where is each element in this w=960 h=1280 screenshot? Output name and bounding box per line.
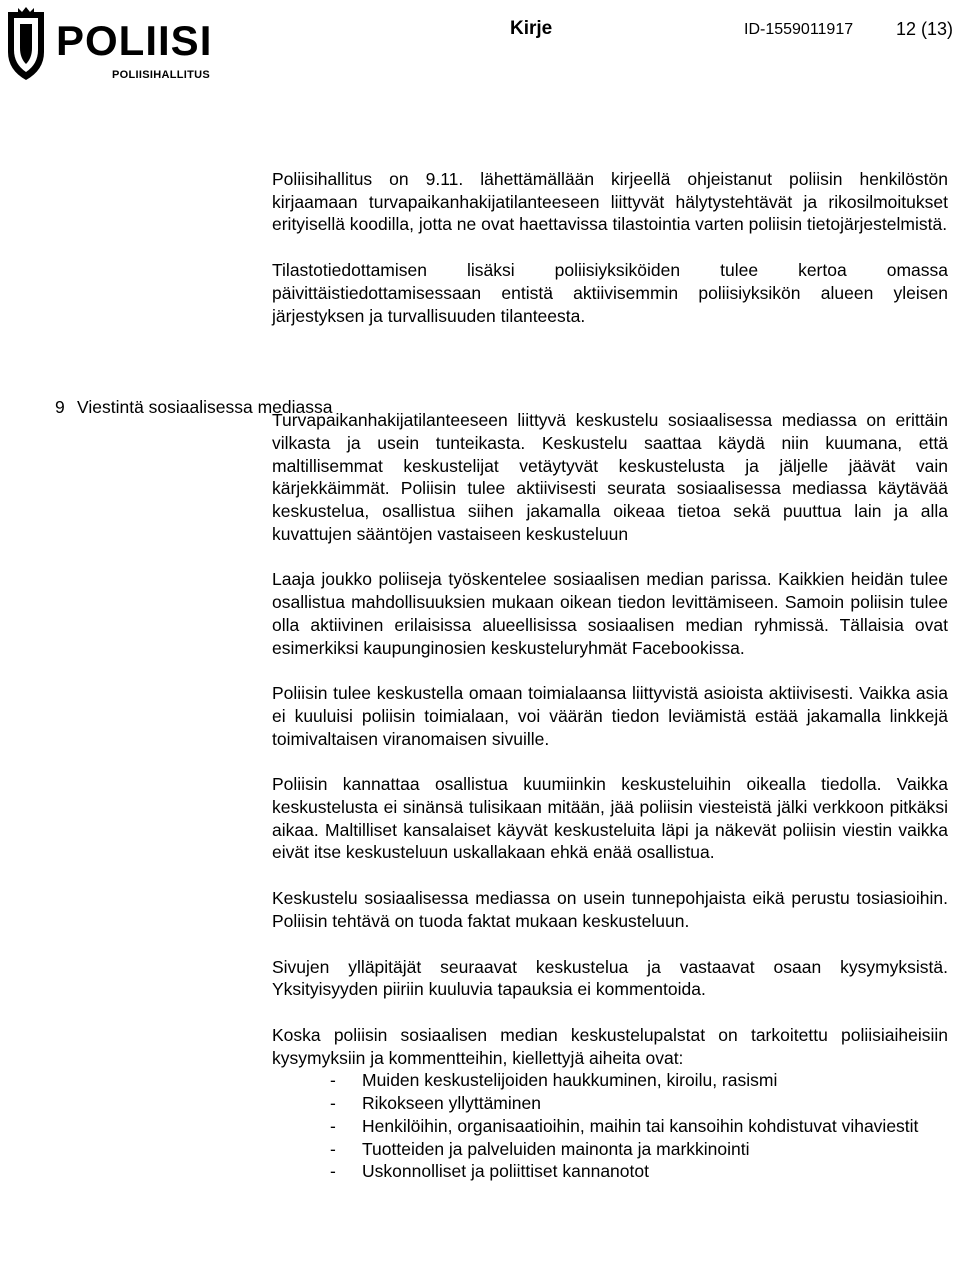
forbidden-topics-list: [272, 1069, 948, 1183]
list-item: - Muiden keskustelijoiden haukkuminen, kiroilu, rasismi: [272, 1069, 948, 1092]
paragraph: Keskustelu sosiaalisessa mediassa on usein tunnepohjaista eikä perustu tosiasioihin. Poliisin tehtävä on tuoda faktat mukaan keskusteluun.: [272, 888, 948, 931]
paragraph: Poliisin tulee keskustella omaan toimialaansa liittyvistä asioista aktiivisesti. Vaikka asia ei kuuluisi poliisin toimialaan, voi väärän tiedon leviämistä estää jakamalla linkkejä toimivaltaisen viranomaisen sivuille.: [272, 683, 948, 749]
page-number: 12 (13): [896, 19, 954, 39]
heading-spacer: [272, 350, 948, 409]
paragraph: Laaja joukko poliiseja työskentelee sosiaalisen median parissa. Kaikkien heidän tulee osallistua mahdollisuuksien mukaan oikean tiedon levittämiseen. Samoin poliisin tulee olla aktiivinen erilaisissa alueellisissa sosiaalisen median ryhmissä. Tällaisia ovat esimerkiksi kaupunginosien keskusteluryhmät Facebookissa.: [272, 569, 948, 658]
paragraph: Koska poliisin sosiaalisen median keskustelupalstat on tarkoitettu poliisiaiheisiin kysymyksiin ja kommentteihin, kiellettyjä aiheita ovat:: [272, 1024, 948, 1068]
list-item: - Uskonnolliset ja poliittiset kannanotot: [272, 1160, 948, 1183]
paragraph: Poliisihallitus on 9.11. lähettämällään kirjeellä ohjeistanut poliisin henkilöstön kirjaamaan turvapaikanhakijatilanteeseen liittyvät hälytystehtävät ja rikosilmoitukset erityisellä koodilla, jotta ne ovat haettavissa tilastointia varten poliisin tietojärjestelmistä.: [272, 169, 948, 235]
list-item: - Tuotteiden ja palveluiden mainonta ja markkinointi: [272, 1138, 948, 1161]
logo-subtitle: POLIISIHALLITUS: [112, 69, 210, 81]
document-id: ID-1559011917: [744, 21, 854, 38]
paragraph: Tilastotiedottamisen lisäksi poliisiyksiköiden tulee kertoa omassa päivittäistiedottamisessaan entistä aktiivisemmin poliisiyksikön alueen yleisen järjestyksen ja turvallisuuden tilanteesta.: [272, 260, 948, 326]
poliisi-logo: [4, 6, 214, 84]
paragraph: Turvapaikanhakijatilanteeseen liittyvä keskustelu sosiaalisessa mediassa on erittäin vilkasta ja usein tunteikasta. Keskustelu saattaa käydä niin kuumana, että maltillisemmat keskustelijat vetäytyvät keskustelusta ja jäljelle jäävät vain kärjekkäimmät. Poliisin tulee aktiivisesti seurata sosiaalisessa mediassa käytävää keskustelua, osallistua siihen jakamalla oikeaa tietoa sekä puuttua lain ja alla kuvattujen sääntöjen vastaiseen keskusteluun: [272, 410, 948, 544]
document-body: [272, 168, 948, 1183]
section-number: 9: [55, 397, 65, 417]
list-item: - Henkilöihin, organisaatioihin, maihin tai kansoihin kohdistuvat vihaviestit: [272, 1115, 948, 1138]
document-header: [510, 18, 958, 42]
paragraph: Sivujen ylläpitäjät seuraavat keskustelua ja vastaavat osaan kysymyksistä. Yksityisyyden piiriin kuuluvia tapauksia ei kommentoida.: [272, 956, 948, 1000]
police-emblem-icon: [4, 6, 48, 82]
list-item: - Rikokseen yllyttäminen: [272, 1092, 948, 1115]
logo-wordmark: POLIISI: [56, 17, 213, 64]
document-type: Kirje: [510, 18, 553, 39]
section-title: Viestintä sosiaalisessa mediassa: [77, 397, 333, 417]
paragraph: Poliisin kannattaa osallistua kuumiinkin keskusteluihin oikealla tiedolla. Vaikka keskustelusta ei sinänsä tulisikaan mitään, jää poliisin viesteistä jälki verkkoon pitkäksi aikaa. Maltilliset kansalaiset käyvät keskusteluita läpi ja näkevät poliisin viestin vaikka eivät itse keskusteluun uskallakaan ehkä enää osallistua.: [272, 774, 948, 863]
